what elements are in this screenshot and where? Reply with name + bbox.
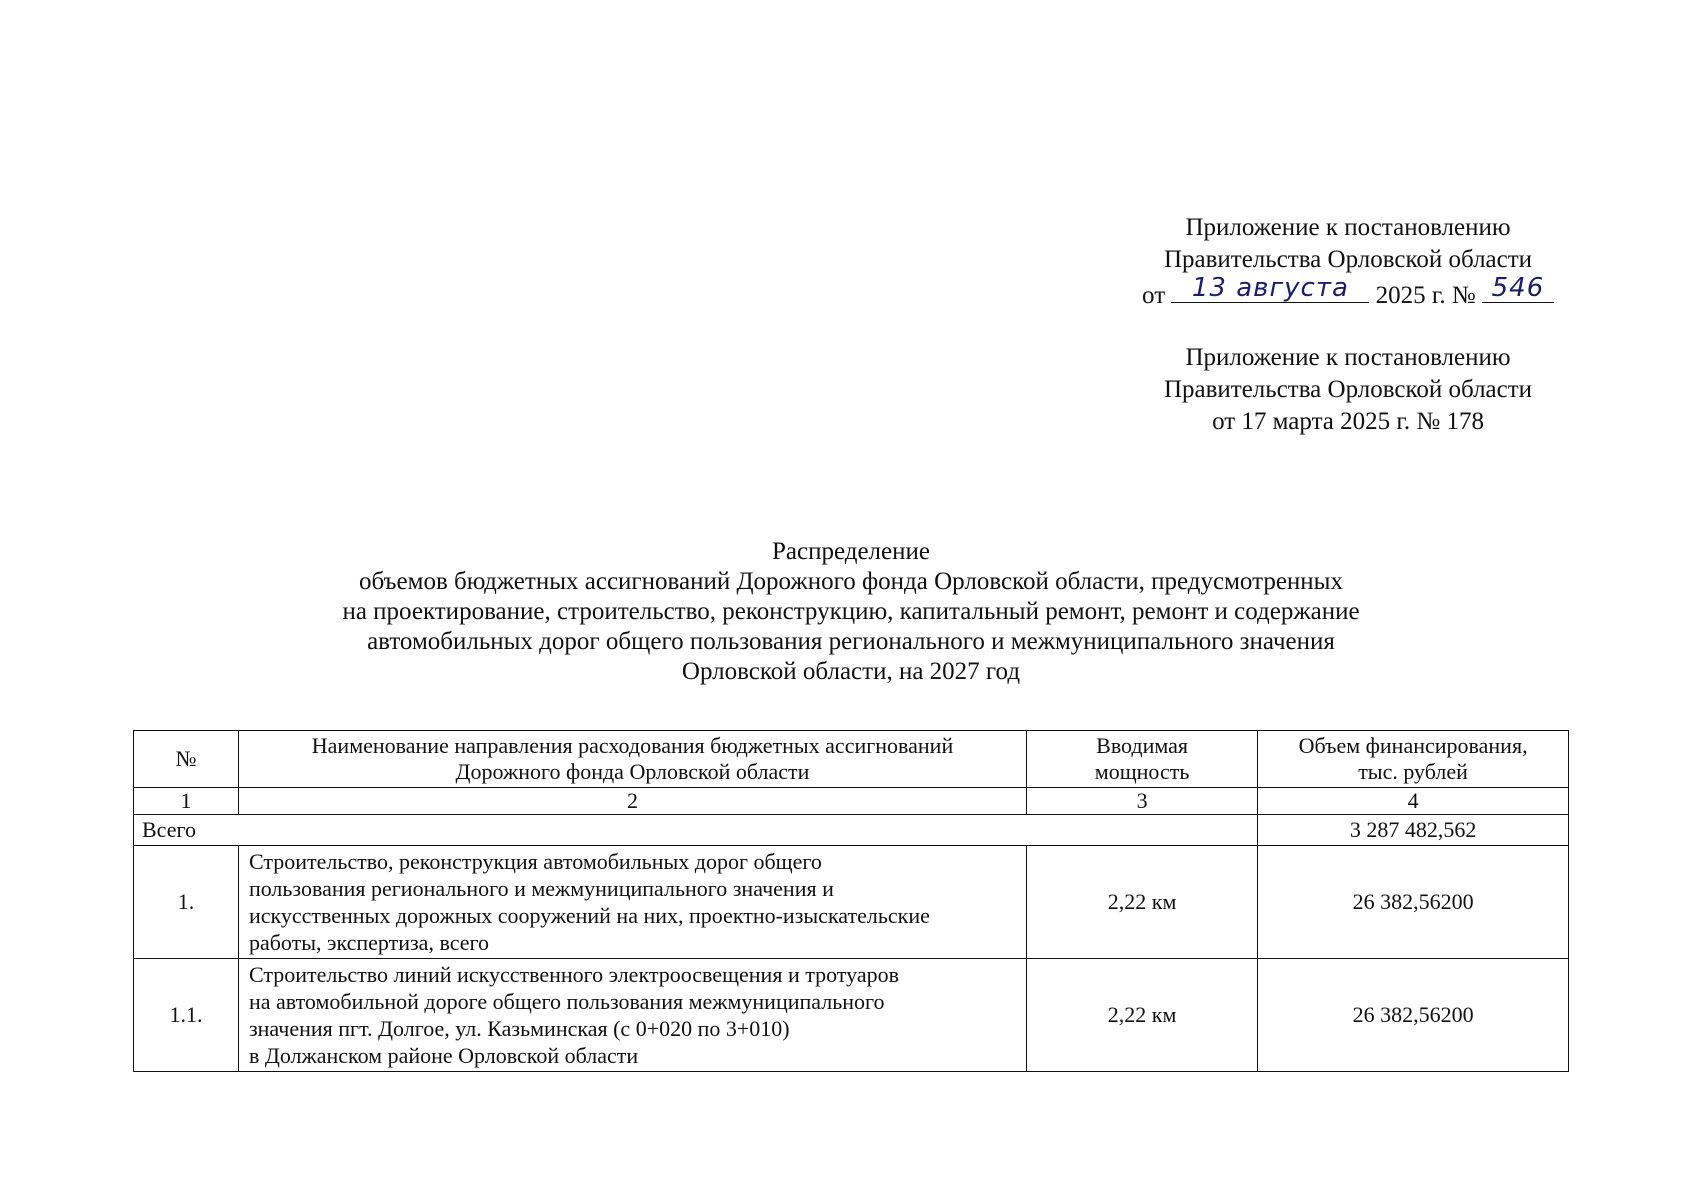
- title-line3: на проектирование, строительство, реконструкцию, капитальный ремонт, ремонт и содержание: [342, 598, 1360, 625]
- original-line2: Правительства Орловской области: [1163, 376, 1533, 403]
- table-header-row: [134, 731, 1569, 788]
- amendment-header: [1128, 212, 1568, 312]
- row-name: [238, 959, 1026, 1072]
- header-name: [238, 731, 1026, 788]
- handwritten-number: 546: [1491, 273, 1545, 303]
- document-title: [200, 537, 1502, 687]
- table-row: [134, 959, 1569, 1072]
- header-capacity-line1: Вводимая: [1096, 733, 1189, 758]
- row-name-line: значения пгт. Долгое, ул. Казьминская (с 0+020 по 3+010): [248, 1016, 790, 1041]
- row-num: 1.1.: [134, 959, 239, 1072]
- header-name-line2: Дорожного фонда Орловской области: [455, 759, 810, 784]
- row-name-line: в Должанском районе Орловской области: [248, 1043, 639, 1068]
- index-cell: 4: [1258, 788, 1569, 815]
- row-name-line: на автомобильной дороге общего пользования межмуниципального: [248, 989, 885, 1014]
- row-num: 1.: [134, 846, 239, 959]
- amendment-line1: Приложение к постановлению: [1185, 214, 1511, 241]
- header-volume-line1: Объем финансирования,: [1298, 733, 1528, 758]
- date-fill-line: [1171, 273, 1369, 303]
- header-capacity-line2: мощность: [1094, 759, 1190, 784]
- header-volume: [1258, 731, 1569, 788]
- header-capacity: [1027, 731, 1258, 788]
- row-volume: 26 382,56200: [1258, 846, 1569, 959]
- column-index-row: [134, 788, 1569, 815]
- title-line1: Распределение: [772, 538, 930, 565]
- index-cell: 1: [134, 788, 239, 815]
- table-row: [134, 846, 1569, 959]
- row-volume: 26 382,56200: [1258, 959, 1569, 1072]
- header-name-line1: Наименование направления расходования бюджетных ассигнований: [311, 733, 954, 758]
- row-name-line: работы, экспертиза, всего: [248, 930, 489, 955]
- header-num: №: [134, 731, 239, 788]
- title-line5: Орловской области, на 2027 год: [681, 658, 1021, 685]
- total-volume: 3 287 482,562: [1258, 815, 1569, 846]
- title-line4: автомобильных дорог общего пользования регионального и межмуниципального значения: [367, 628, 1335, 655]
- allocation-table: [133, 730, 1569, 1072]
- total-row: [134, 815, 1569, 846]
- amendment-line3: [1128, 273, 1568, 312]
- row-capacity: 2,22 км: [1027, 959, 1258, 1072]
- header-volume-line2: тыс. рублей: [1358, 759, 1468, 784]
- row-name: [238, 846, 1026, 959]
- total-label: Всего: [134, 815, 1258, 846]
- number-fill-line: [1482, 273, 1554, 303]
- title-line2: объемов бюджетных ассигнований Дорожного фонда Орловской области, предусмотренных: [359, 568, 1343, 595]
- row-name-line: искусственных дорожных сооружений на них, проектно-изыскательские: [248, 903, 930, 928]
- amendment-prefix: от: [1142, 282, 1166, 309]
- index-cell: 2: [238, 788, 1026, 815]
- original-line1: Приложение к постановлению: [1185, 344, 1511, 371]
- original-header: [1128, 342, 1568, 438]
- original-line3: от 17 марта 2025 г. № 178: [1212, 408, 1484, 435]
- row-name-line: Строительство, реконструкция автомобильных дорог общего: [248, 849, 822, 874]
- row-name-line: Строительство линий искусственного электроосвещения и тротуаров: [248, 962, 899, 987]
- amendment-line2: Правительства Орловской области: [1163, 246, 1533, 273]
- handwritten-date: 13 августа: [1191, 273, 1349, 303]
- row-name-line: пользования регионального и межмуниципального значения и: [248, 876, 834, 901]
- amendment-year: 2025 г. №: [1375, 282, 1476, 309]
- index-cell: 3: [1027, 788, 1258, 815]
- row-capacity: 2,22 км: [1027, 846, 1258, 959]
